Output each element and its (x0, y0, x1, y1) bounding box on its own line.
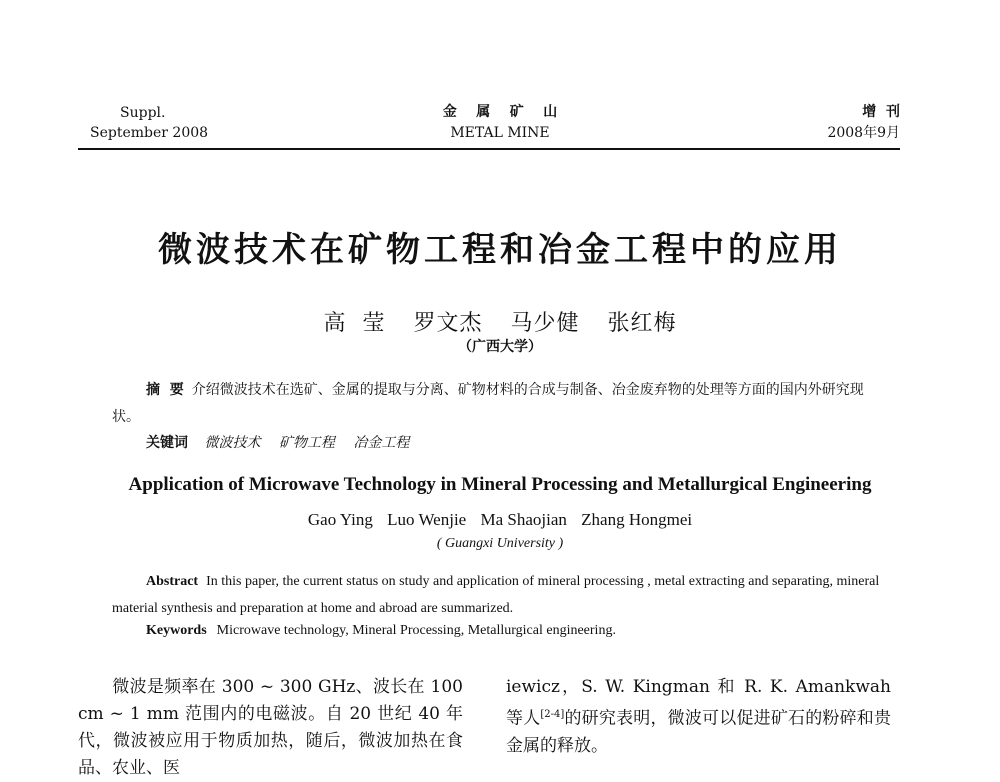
journal-name-en: METAL MINE (450, 125, 550, 141)
abstract-cn-label: 摘 要 (146, 382, 184, 398)
keywords-en-label: Keywords (146, 623, 207, 638)
paper-title-cn: 微波技术在矿物工程和冶金工程中的应用 (158, 230, 842, 270)
abstract-cn (112, 377, 888, 431)
keywords-cn-label: 关键词 (146, 435, 188, 451)
author-cn: 马少健 (510, 311, 580, 336)
authors-cn (0, 306, 1000, 337)
body-text-right-start: iewicz，S. W. Kingman 和 R. K. Amankwah 等人 (506, 677, 891, 729)
header-suppl: Suppl. (120, 105, 166, 121)
abstract-en-label: Abstract (146, 574, 199, 589)
body-text-right-end: 的研究表明，微波可以促进矿石的粉碎和贵金属的释放。 (506, 708, 891, 756)
author-en: Luo Wenjie (387, 510, 467, 529)
header-date-cn: 2008年9月 (827, 125, 900, 141)
paper-title-en: Application of Microwave Technology in Mineral Processing and Metallurgical Engineering (128, 474, 872, 495)
citation-ref: [2-4] (540, 709, 565, 720)
header-supplement-cn: 增 刊 (862, 104, 900, 120)
abstract-cn-text: 介绍微波技术在选矿、金属的提取与分离、矿物材料的合成与制备、冶金废弃物的处理等方面的国内外研究现状。 (112, 382, 864, 425)
body-column-left (78, 674, 463, 782)
author-en: Zhang Hongmei (581, 510, 693, 529)
keyword-cn: 冶金工程 (353, 435, 410, 451)
body-paragraph-left: 微波是频率在 300 ~ 300 GHz、波长在 100 cm ~ 1 mm 范围内的电磁波。自 20 世纪 40 年代，微波被应用于物质加热，随后，微波加热在食品、农业、医 (78, 677, 463, 778)
keywords-en (146, 623, 616, 639)
affiliation-cn: （广西大学） (458, 339, 542, 355)
authors-en (0, 510, 1000, 530)
author-en: Gao Ying (307, 510, 373, 529)
journal-name-cn: 金 属 矿 山 (442, 104, 558, 120)
header-rule (78, 148, 900, 150)
keyword-cn: 微波技术 (204, 435, 261, 451)
author-cn: 高 莹 (323, 311, 386, 336)
author-cn: 罗文杰 (413, 311, 483, 336)
header-date-en: September 2008 (90, 125, 209, 141)
abstract-en-text: In this paper, the current status on study and application of mineral processing , metal extracting and separating, mineral material synthesis and preparation at home and abroad are summarized. (112, 574, 880, 616)
author-en: Ma Shaojian (480, 510, 567, 529)
keywords-cn (146, 432, 423, 452)
abstract-en (112, 568, 888, 622)
body-column-right (506, 674, 891, 760)
affiliation-en: ( Guangxi University ) (436, 536, 564, 551)
keywords-en-text: Microwave technology, Mineral Processing, Metallurgical engineering. (216, 623, 616, 638)
author-cn: 张红梅 (607, 311, 677, 336)
keyword-cn: 矿物工程 (278, 435, 335, 451)
